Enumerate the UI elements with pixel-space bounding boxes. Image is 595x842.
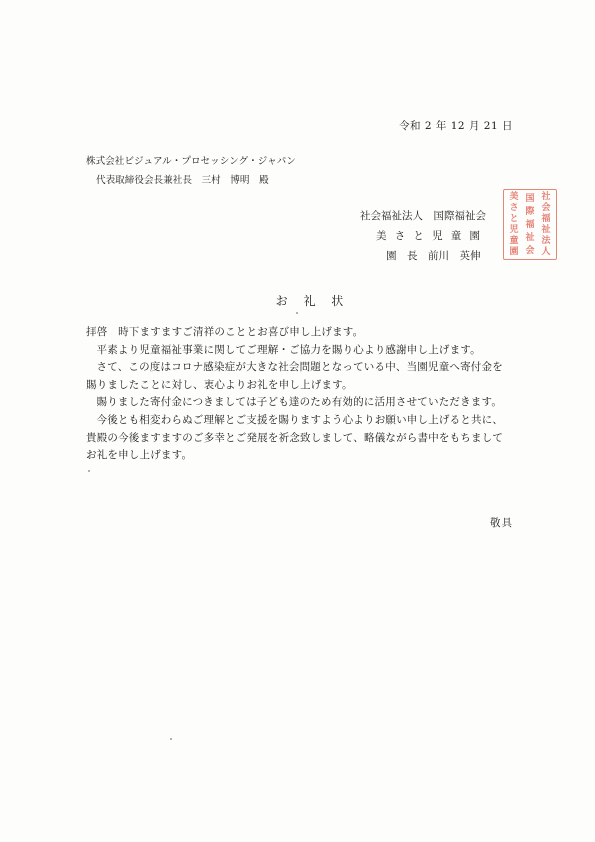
seal-glyph: 美 (509, 192, 519, 203)
paragraph-donation: さて、この度はコロナ感染症が大きな社会問題となっている中、当園児童へ寄付金を賜りましたことに対し、衷心よりお礼を申し上げます。 (86, 361, 503, 391)
paragraph-thanks: 平素より児童福祉事業に関してご理解・ご協力を賜り心より感謝申し上げます。 (96, 343, 481, 356)
seal-glyph: 際 (525, 206, 535, 217)
seal-glyph: と (509, 214, 519, 225)
seal-glyph: 園 (509, 246, 519, 257)
seal-glyph: 社 (541, 192, 551, 203)
seal-column (541, 192, 550, 257)
paper-speck (170, 738, 172, 740)
seal-glyph: 会 (541, 203, 551, 214)
seal-glyph: 福 (525, 219, 535, 230)
letter-title: お 礼 状 (275, 294, 350, 308)
paragraph-usage: 賜りました寄付金につきましては子ども達のため有効的に活用させていただきます。 (96, 396, 503, 409)
sender-organization: 社会福祉法人 国際福祉会 (360, 210, 486, 222)
seal-column (525, 192, 534, 257)
official-seal-stamp (503, 189, 557, 260)
paper-speck (296, 312, 298, 314)
closing-keigu: 敬具 (490, 517, 513, 529)
recipient-company: 株式会社ビジュアル・プロセッシング・ジャパン (86, 156, 296, 167)
seal-glyph: 会 (525, 245, 535, 256)
sender-block (360, 206, 488, 266)
seal-column (509, 192, 518, 257)
seal-glyph: 童 (509, 235, 519, 246)
seal-glyph: さ (509, 203, 519, 214)
paper-speck (88, 470, 90, 472)
seal-glyph: 法 (541, 235, 551, 246)
paragraph-greeting: 拝啓 時下ますますご清祥のこととお喜び申し上げます。 (86, 326, 364, 338)
sender-facility: 美さと児童園 (376, 230, 489, 242)
seal-glyph: 福 (541, 214, 551, 225)
seal-glyph: 祉 (525, 232, 535, 243)
sender-head: 園 長 前川 英伸 (386, 250, 481, 262)
seal-glyph: 人 (541, 246, 551, 257)
letter-body (86, 324, 513, 465)
recipient-person: 代表取締役会長兼社長 三村 博明 殿 (96, 175, 269, 186)
seal-characters (506, 192, 554, 257)
seal-glyph: 祉 (541, 224, 551, 235)
paragraph-closing-wishes: 今後とも相変わらぬご理解とご支援を賜りますよう心よりお願い申し上げると共に、貴殿の今後ますますのご多幸とご発展を祈念致しまして、略儀ながら書中をもちましてお礼を申し上げます。 (86, 413, 504, 462)
letter-date: 令和 2 年 12 月 21 日 (399, 120, 513, 132)
seal-glyph: 国 (525, 193, 535, 204)
seal-glyph: 児 (509, 224, 519, 235)
